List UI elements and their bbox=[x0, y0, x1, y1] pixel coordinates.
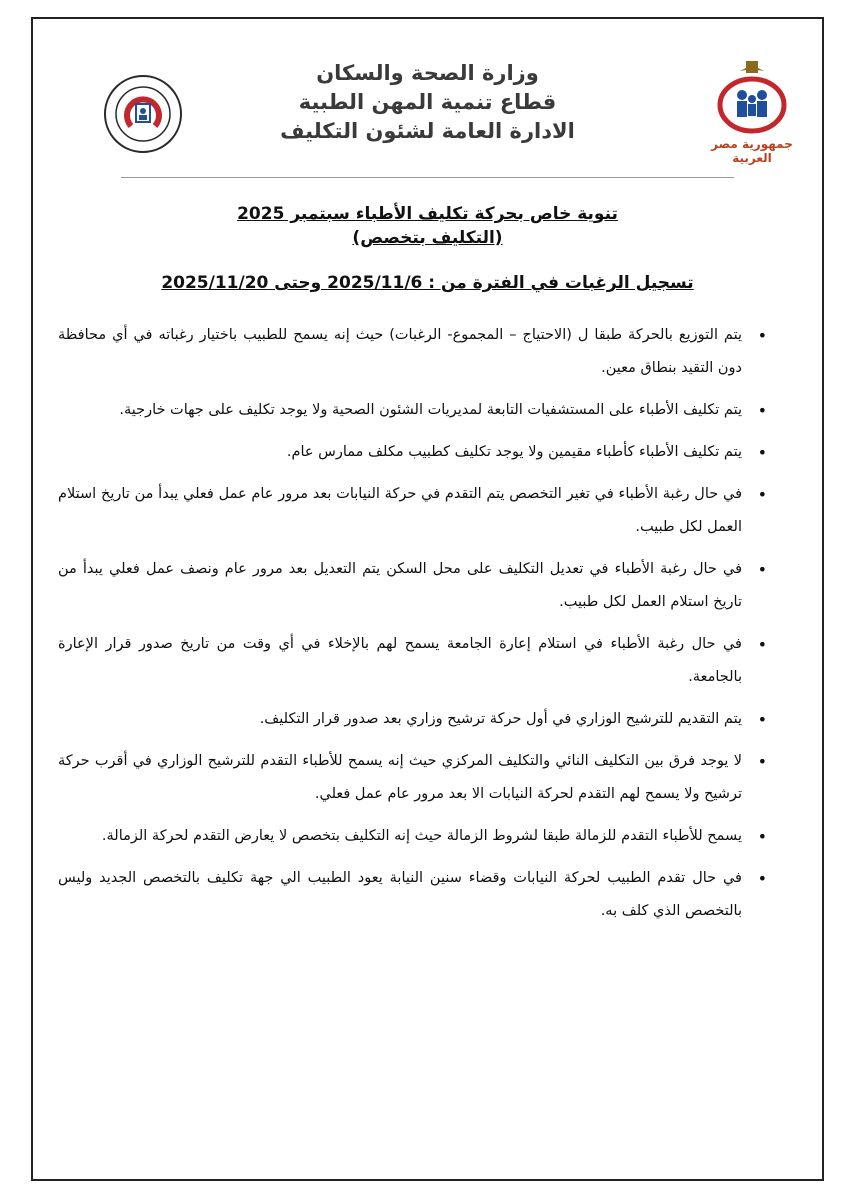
letterhead bbox=[33, 19, 822, 179]
list-item bbox=[58, 553, 767, 619]
registration-period: تسجيل الرغبات في الفترة من : 2025/11/6 وحتى 2025/11/20 bbox=[161, 273, 694, 293]
list-item-text: يتم تكليف الأطباء على المستشفيات التابعة لمديريات الشئون الصحية ولا يوجد تكليف على جهات خارجية. bbox=[119, 402, 742, 418]
bullet-icon: • bbox=[757, 827, 767, 846]
list-item-text: في حال رغبة الأطباء في تعديل التكليف على محل السكن يتم التعديل بعد مرور عام ونصف عمل فعلي يبدأ من تاريخ استلام العمل لكل طبيب. bbox=[58, 561, 742, 610]
notice-title-sub: (التكليف بتخصص) bbox=[352, 228, 503, 248]
bullet-icon: • bbox=[757, 710, 767, 729]
ministry-name: وزارة الصحة والسكان bbox=[316, 61, 539, 85]
list-item bbox=[58, 319, 767, 385]
list-item bbox=[58, 628, 767, 694]
bullet-icon: • bbox=[757, 869, 767, 888]
list-item-text: يسمح للأطباء التقدم للزمالة طبقا لشروط الزمالة حيث إنه التكليف بتخصص لا يعارض التقدم لحركة الزمالة. bbox=[101, 828, 742, 844]
list-item-text: يتم التوزيع بالحركة طبقا ل (الاحتياج – المجموع- الرغبات) حيث إنه يسمح للطبيب باختيار رغباته في أي محافظة دون التقيد بنطاق معين. bbox=[58, 327, 742, 376]
sector-name: قطاع تنمية المهن الطبية bbox=[298, 90, 557, 114]
list-item-text: لا يوجد فرق بين التكليف النائي والتكليف المركزي حيث إنه يسمح للأطباء التقدم للترشيح الوزاري في أقرب حركة ترشيح ولا يسمح لهم التقدم لحركة النيابات الا بعد مرور عام عمل فعلي. bbox=[58, 753, 742, 802]
header-divider bbox=[121, 177, 734, 178]
notice-title-main: تنوية خاص بحركة تكليف الأطباء سبتمبر 2025 bbox=[237, 204, 618, 224]
bullet-icon: • bbox=[757, 401, 767, 420]
bullet-icon: • bbox=[757, 635, 767, 654]
seal-icon bbox=[103, 74, 183, 154]
list-item bbox=[58, 745, 767, 811]
bullet-icon: • bbox=[757, 752, 767, 771]
notice-points bbox=[58, 319, 767, 937]
assignment-administration-logo bbox=[103, 74, 183, 154]
list-item bbox=[58, 703, 767, 736]
list-item bbox=[58, 478, 767, 544]
bullet-icon: • bbox=[757, 443, 767, 462]
document-page bbox=[31, 17, 824, 1181]
bullet-icon: • bbox=[757, 326, 767, 345]
notice-title bbox=[33, 202, 822, 250]
list-item bbox=[58, 820, 767, 853]
list-item-text: في حال تقدم الطبيب لحركة النيابات وقضاء سنين النيابة يعود الطبيب الي جهة تكليف بالتخصص الجديد وليس بالتخصص الذي كلف به. bbox=[58, 870, 742, 919]
list-item-text: في حال رغبة الأطباء في استلام إعارة الجامعة يسمح لهم بالإخلاء في أي وقت من تاريخ صدور قرار الإعارة بالجامعة. bbox=[58, 636, 742, 685]
eagle-emblem-icon bbox=[710, 59, 794, 135]
department-name: الادارة العامة لشئون التكليف bbox=[280, 119, 575, 143]
list-item-text: يتم تكليف الأطباء كأطباء مقيمين ولا يوجد تكليف كطبيب مكلف ممارس عام. bbox=[286, 444, 742, 460]
list-item bbox=[58, 862, 767, 928]
list-item-text: في حال رغبة الأطباء في تغير التخصص يتم التقدم في حركة النيابات بعد مرور عام عمل فعلي يبدأ من تاريخ استلام العمل لكل طبيب. bbox=[58, 486, 742, 535]
list-item bbox=[58, 436, 767, 469]
bullet-icon: • bbox=[757, 560, 767, 579]
list-item bbox=[58, 394, 767, 427]
ministry-of-health-logo bbox=[702, 59, 802, 165]
country-caption: جمهورية مصر العربية bbox=[711, 137, 793, 165]
list-item-text: يتم التقديم للترشيح الوزاري في أول حركة ترشيح وزاري بعد صدور قرار التكليف. bbox=[259, 711, 742, 727]
bullet-icon: • bbox=[757, 485, 767, 504]
